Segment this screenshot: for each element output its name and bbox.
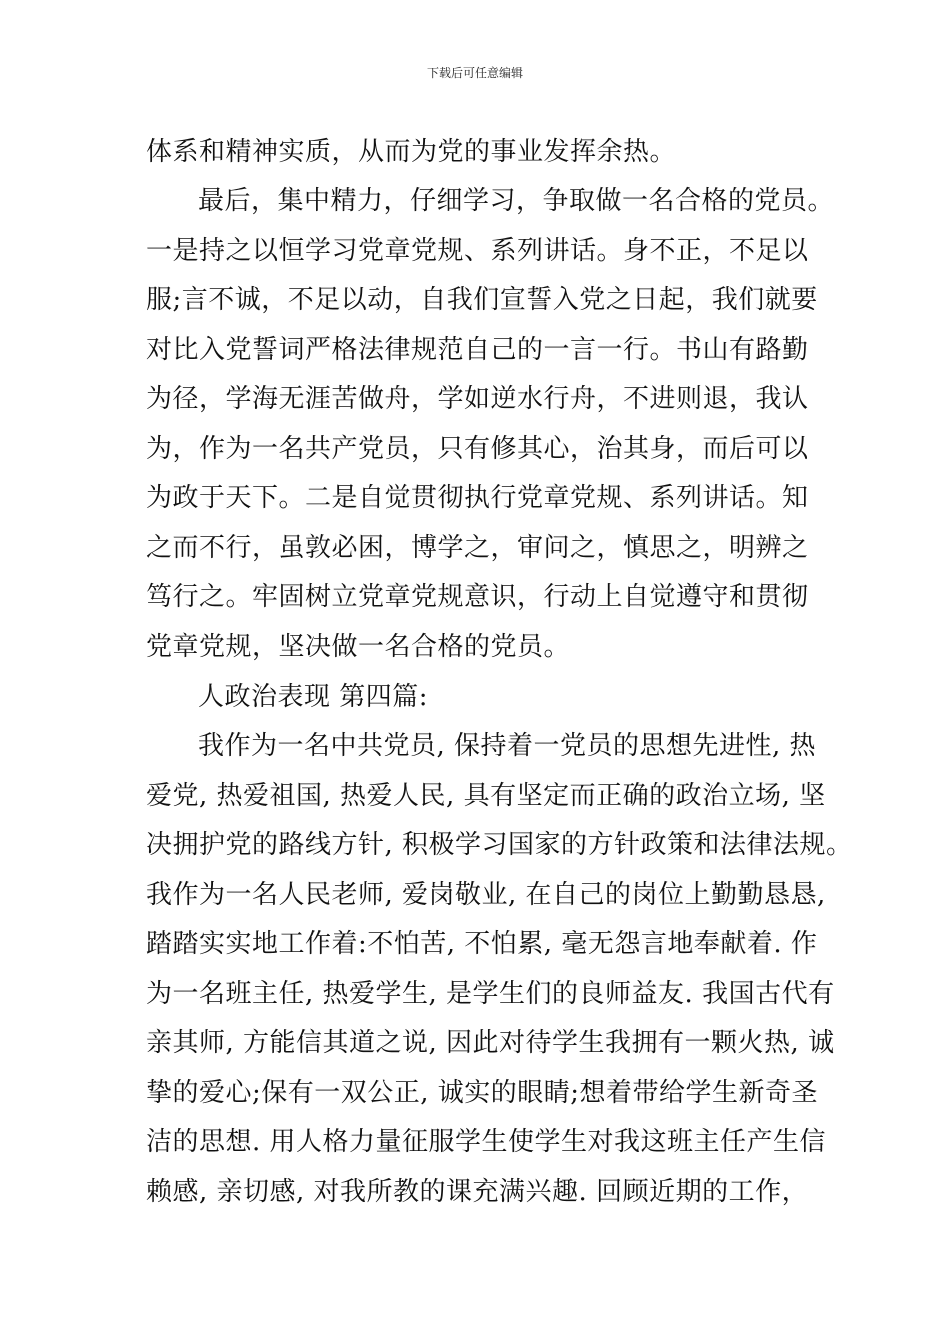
text-line: 我作为一名人民老师, 爱岗敬业, 在自己的岗位上勤勤恳恳, bbox=[146, 880, 826, 910]
text-line: 为政于天下。二是自觉贯彻执行党章党规、系列讲话。知 bbox=[146, 483, 809, 513]
text-line: 为径，学海无涯苦做舟，学如逆水行舟，不进则退，我认 bbox=[146, 384, 809, 414]
text-line: 对比入党誓词严格法律规范自己的一言一行。书山有路勤 bbox=[146, 335, 809, 365]
text-line: 为，作为一名共产党员，只有修其心，治其身，而后可以 bbox=[146, 434, 809, 464]
text-line: 赖感, 亲切感, 对我所教的课充满兴趣. 回顾近期的工作， bbox=[146, 1177, 809, 1207]
text-line: 一是持之以恒学习党章党规、系列讲话。身不正，不足以 bbox=[146, 236, 809, 266]
text-line: 爱党, 热爱祖国, 热爱人民, 具有坚定而正确的政治立场, 坚 bbox=[146, 781, 826, 811]
section-heading: 人政治表现 第四篇: bbox=[198, 682, 429, 712]
text-line: 挚的爱心;保有一双公正, 诚实的眼睛;想着带给学生新奇圣 bbox=[146, 1078, 819, 1108]
text-line: 笃行之。牢固树立党章党规意识，行动上自觉遵守和贯彻 bbox=[146, 582, 809, 612]
paragraph-start-line: 我作为一名中共党员, 保持着一党员的思想先进性, 热 bbox=[198, 731, 817, 761]
text-line: 之而不行，虽敦必困，博学之，审问之，慎思之，明辨之 bbox=[146, 533, 809, 563]
text-line: 服;言不诚，不足以动，自我们宣誓入党之日起，我们就要 bbox=[146, 285, 818, 315]
paragraph-start-line: 最后，集中精力，仔细学习，争取做一名合格的党员。 bbox=[198, 186, 835, 216]
text-line: 体系和精神实质，从而为党的事业发挥余热。 bbox=[146, 137, 677, 167]
text-line: 踏踏实实地工作着:不怕苦, 不怕累, 毫无怨言地奉献着. 作 bbox=[146, 929, 818, 959]
text-line: 亲其师, 方能信其道之说, 因此对待学生我拥有一颗火热, 诚 bbox=[146, 1028, 835, 1058]
text-line: 洁的思想. 用人格力量征服学生使学生对我这班主任产生信 bbox=[146, 1127, 827, 1157]
text-line: 决拥护党的路线方针, 积极学习国家的方针政策和法律法规。 bbox=[146, 830, 853, 860]
text-line: 为一名班主任, 热爱学生, 是学生们的良师益友. 我国古代有 bbox=[146, 979, 835, 1009]
page-header-note: 下载后可任意编辑 bbox=[426, 66, 523, 80]
text-line: 党章党规，坚决做一名合格的党员。 bbox=[146, 632, 571, 662]
